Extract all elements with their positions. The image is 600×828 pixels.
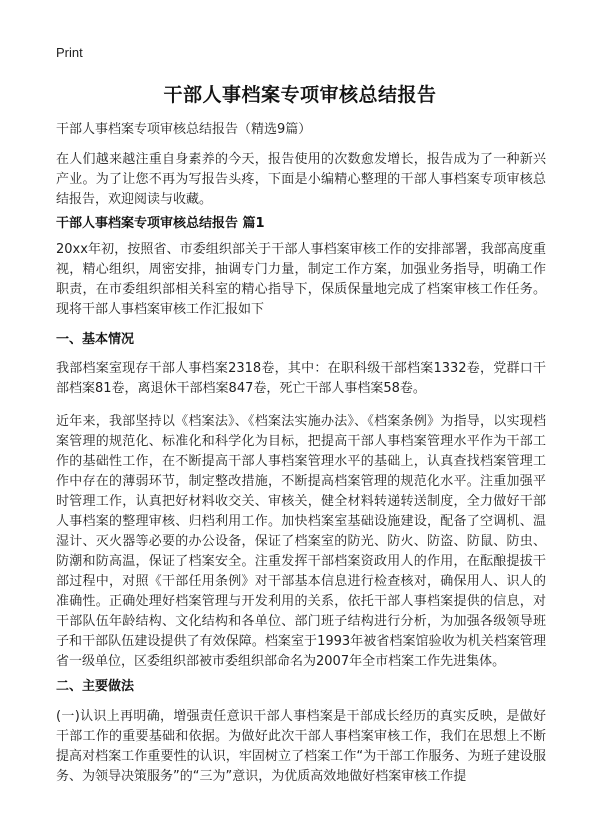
section-basic-paragraph: 我部档案室现存干部人事档案2318卷，其中：在职科级干部档案1332卷，党群口干部档案81卷，离退休干部档案847卷，死亡干部人事档案58卷。 [56, 361, 546, 396]
article-paragraph: 20xx年初，按照省、市委组织部关于干部人事档案审核工作的安排部署，我部高度重视，精心组织，周密安排，抽调专门力量，制定工作方案，加强业务指导，明确工作职责，在市委组织部相关科室的精心指导下，保质保量地完成了档案审核工作任务。现将干部人事档案审核工作汇报如下 [56, 242, 546, 317]
print-label[interactable]: Print [56, 45, 83, 60]
intro-paragraph: 在人们越来越注重自身素养的今天，报告使用的次数愈发增长，报告成为了一种新兴产业。为了让您不再为写报告头疼，下面是小编精心整理的干部人事档案专项审核总结报告，欢迎阅读与收藏。 [56, 152, 546, 207]
section-basic-paragraph-2: 近年来，我部坚持以《档案法》、《档案法实施办法》、《档案条例》为指导，以实现档案管理的规范化、标准化和科学化为目标，把提高干部人事档案管理水平作为干部工作的基础性工作，在不断提高干部人事档案管理水平的基础上，认真查找档案管理工作中存在的薄弱环节，制定整改措施，不断提高档案管理的规范化水平。注重加强平时管理工作，认真把好材料收交关、审核关，健全材料转递转送制度，全力做好干部人事档案的整理审核、归档利用工作。加快档案室基础设施建设，配备了空调机、温湿计、灭火器等必要的办公设备，保证了档案室的防光、防火、防盗、防鼠、防虫、防潮和防高温，保证了档案安全。注重发挥干部档案资政用人的作用，在酝酿提拔干部过程中，对照《干部任用条例》对干部基本信息进行检查核对，确保用人、识人的准确性。正确处理好档案管理与开发利用的关系，依托干部人事档案提供的信息，对干部队伍年龄结构、文化结构和各单位、部门班子结构进行分析，为加强各级领导班子和干部队伍建设提供了有效保障。档案室于1993年被省档案馆验收为机关档案管理省一级单位，区委组织部被市委组织部命名为2007年全市档案工作先进集体。 [56, 414, 546, 669]
section-heading-basic: 一、基本情况 [56, 332, 135, 347]
section-method-paragraph: (一)认识上再明确，增强责任意识干部人事档案是干部成长经历的真实反映，是做好干部工作的重要基础和依据。为做好此次干部人事档案审核工作，我们在思想上不断提高对档案工作重要性的认识，牢固树立了档案工作“为干部工作服务、为班子建设服务、为领导决策服务”的“三为”意识，为优质高效地做好档案审核工作提 [56, 709, 546, 784]
document-subtitle: 干部人事档案专项审核总结报告（精选9篇） [56, 122, 312, 137]
section-heading-method: 二、主要做法 [56, 679, 135, 694]
article-heading: 干部人事档案专项审核总结报告 篇1 [56, 216, 265, 231]
page-title: 干部人事档案专项审核总结报告 [163, 84, 437, 106]
